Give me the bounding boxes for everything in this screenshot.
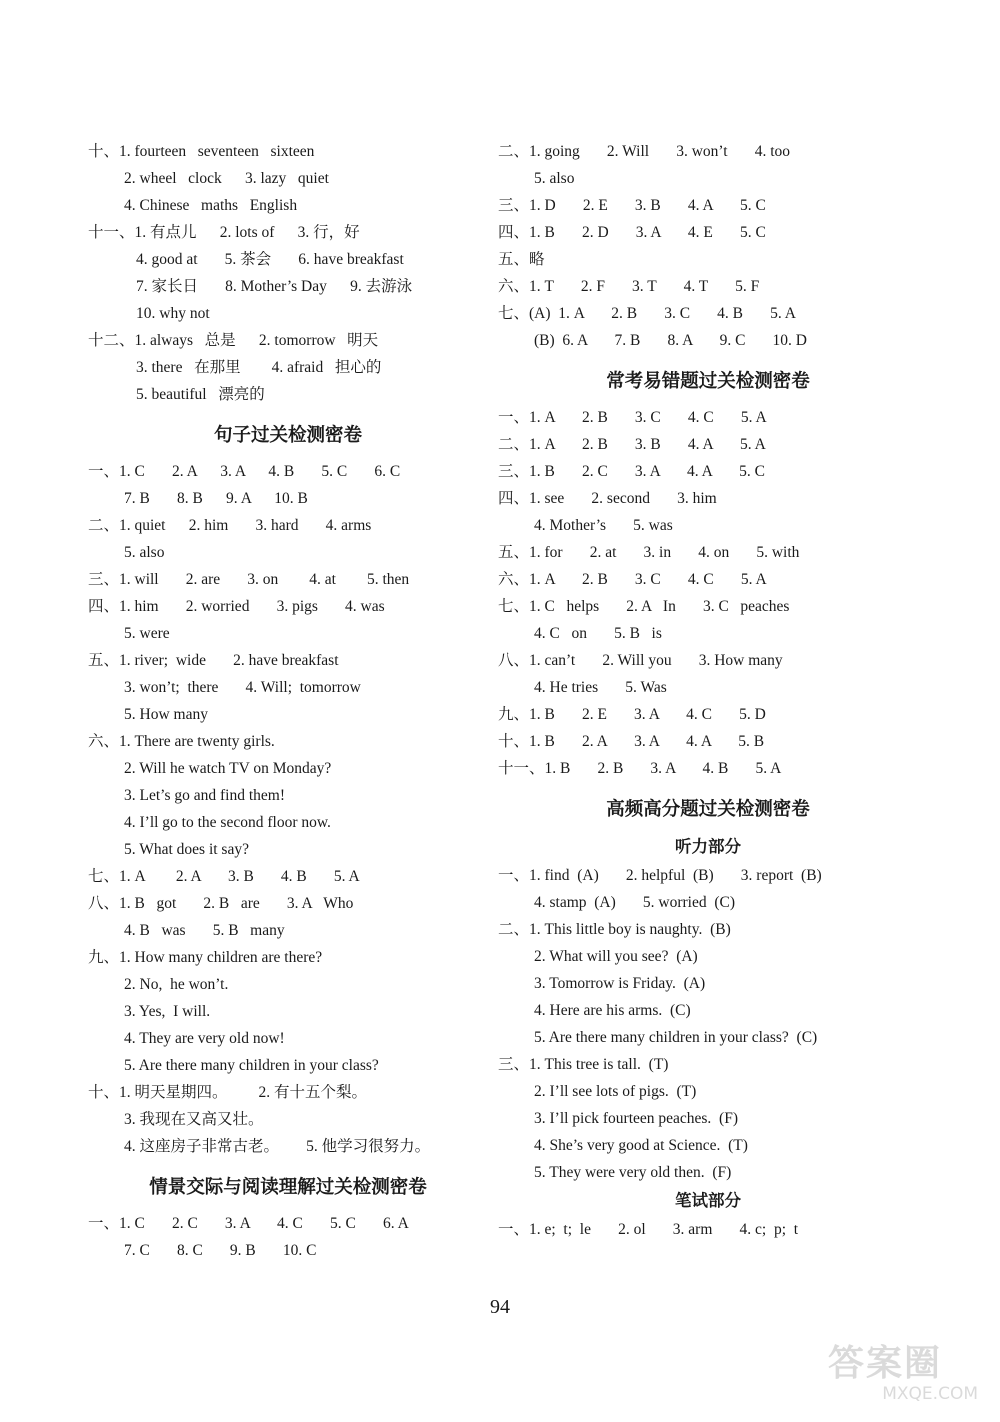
right-answer-column <box>498 138 918 1243</box>
answer-line: 三、1. D 2. E 3. B 4. A 5. C <box>498 197 766 214</box>
answer-line: 十二、1. always 总是 2. tomorrow 明天 <box>88 332 379 349</box>
answer-line: 4. B was 5. B many <box>124 922 285 939</box>
answer-line: 4. stamp (A) 5. worried (C) <box>534 894 736 911</box>
answer-line: 六、1. T 2. F 3. T 4. T 5. F <box>498 278 760 295</box>
answer-line: 4. 这座房子非常古老。 5. 他学习很努力。 <box>124 1138 431 1155</box>
answer-line: 三、1. will 2. are 3. on 4. at 5. then <box>88 571 410 588</box>
answer-line: 4. He tries 5. Was <box>534 679 667 696</box>
answer-line: 一、1. C 2. C 3. A 4. C 5. C 6. A <box>88 1215 409 1232</box>
answer-line: 十、1. B 2. A 3. A 4. A 5. B <box>498 733 765 750</box>
answer-line: 2. No, he won’t. <box>124 976 229 993</box>
answer-line: 4. good at 5. 茶会 6. have breakfast <box>136 251 404 268</box>
section-heading: 常考易错题过关检测密卷 <box>606 371 810 392</box>
answer-line: 二、1. quiet 2. him 3. hard 4. arms <box>88 517 372 534</box>
answer-line: 二、1. A 2. B 3. B 4. A 5. A <box>498 436 766 453</box>
answer-line: 5. They were very old then. (F) <box>534 1164 732 1181</box>
answer-line: 十一、1. B 2. B 3. A 4. B 5. A <box>498 760 782 777</box>
answer-line: 六、1. There are twenty girls. <box>88 733 275 750</box>
answer-line: 五、1. river; wide 2. have breakfast <box>88 652 339 669</box>
answer-line: 七、1. A 2. A 3. B 4. B 5. A <box>88 868 360 885</box>
answer-line: 四、1. him 2. worried 3. pigs 4. was <box>88 598 385 615</box>
answer-line: 一、1. C 2. A 3. A 4. B 5. C 6. C <box>88 463 401 480</box>
answer-line: 八、1. B got 2. B are 3. A Who <box>88 895 354 912</box>
answer-line: 一、1. find (A) 2. helpful (B) 3. report (B) <box>498 867 822 884</box>
answer-line: 十一、1. 有点儿 2. lots of 3. 行，好 <box>88 224 360 241</box>
page-number: 94 <box>490 1296 510 1318</box>
answer-line: 五、1. for 2. at 3. in 4. on 5. with <box>498 544 800 561</box>
answer-line: 十、1. fourteen seventeen sixteen <box>88 143 315 160</box>
answer-line: 4. They are very old now! <box>124 1030 285 1047</box>
answer-line: 七、(A) 1. A 2. B 3. C 4. B 5. A <box>498 305 796 322</box>
answer-line: 7. B 8. B 9. A 10. B <box>124 490 308 507</box>
answer-line: 三、1. B 2. C 3. A 4. A 5. C <box>498 463 765 480</box>
answer-line: 4. Mother’s 5. was <box>534 517 673 534</box>
section-heading: 高频高分题过关检测密卷 <box>606 799 810 820</box>
answer-line: 九、1. How many children are there? <box>88 949 323 966</box>
answer-line: 7. C 8. C 9. B 10. C <box>124 1242 317 1259</box>
watermark-logo-text: 答案圈 <box>828 1343 943 1384</box>
answer-line: 2. I’ll see lots of pigs. (T) <box>534 1083 697 1100</box>
answer-line: 2. What will you see? (A) <box>534 948 698 965</box>
answer-line: 10. why not <box>136 305 210 322</box>
answer-line: 4. Chinese maths English <box>124 197 298 214</box>
section-subheading: 笔试部分 <box>675 1191 741 1210</box>
answer-line: 5. also <box>124 544 165 561</box>
answer-line: 四、1. B 2. D 3. A 4. E 5. C <box>498 224 766 241</box>
answer-line: 5. beautiful 漂亮的 <box>136 386 265 403</box>
answer-line: 5. were <box>124 625 170 642</box>
answer-line: 四、1. see 2. second 3. him <box>498 490 717 507</box>
answer-line: 3. won’t; there 4. Will; tomorrow <box>124 679 361 696</box>
answer-line: 六、1. A 2. B 3. C 4. C 5. A <box>498 571 767 588</box>
answer-line: 五、略 <box>498 251 545 268</box>
answer-line: 二、1. This little boy is naughty. (B) <box>498 921 731 938</box>
answer-line: 一、1. e; t; le 2. ol 3. arm 4. c; p; t <box>498 1221 799 1238</box>
answer-line: 5. Are there many children in your class? <box>124 1057 379 1074</box>
left-answer-column <box>88 138 488 1264</box>
answer-line: 5. How many <box>124 706 208 723</box>
answer-line: 二、1. going 2. Will 3. won’t 4. too <box>498 143 791 160</box>
answer-line: 5. also <box>534 170 575 187</box>
answer-line: 2. wheel clock 3. lazy quiet <box>124 170 329 187</box>
section-heading: 情景交际与阅读理解过关检测密卷 <box>149 1177 427 1198</box>
answer-line: 4. She’s very good at Science. (T) <box>534 1137 748 1154</box>
answer-line: 一、1. A 2. B 3. C 4. C 5. A <box>498 409 767 426</box>
watermark-logo <box>828 1344 978 1414</box>
answer-line: 3. Yes, I will. <box>124 1003 211 1020</box>
section-subheading: 听力部分 <box>675 837 741 856</box>
answer-line: 七、1. C helps 2. A In 3. C peaches <box>498 598 790 615</box>
answer-line: 4. I’ll go to the second floor now. <box>124 814 331 831</box>
answer-line: 3. I’ll pick fourteen peaches. (F) <box>534 1110 739 1127</box>
watermark-site-text: MXQE.COM <box>882 1384 978 1404</box>
answer-line: 4. Here are his arms. (C) <box>534 1002 691 1019</box>
answer-line: 7. 家长日 8. Mother’s Day 9. 去游泳 <box>136 278 413 295</box>
answer-line: 5. Are there many children in your class? (C) <box>534 1029 818 1046</box>
answer-line: 九、1. B 2. E 3. A 4. C 5. D <box>498 706 766 723</box>
answer-line: 3. there 在那里 4. afraid 担心的 <box>136 359 382 376</box>
section-heading: 句子过关检测密卷 <box>213 425 362 446</box>
answer-line: 3. Tomorrow is Friday. (A) <box>534 975 706 992</box>
answer-line: 2. Will he watch TV on Monday? <box>124 760 332 777</box>
answer-line: 5. What does it say? <box>124 841 249 858</box>
answer-line: 4. C on 5. B is <box>534 625 662 642</box>
answer-line: 十、1. 明天星期四。 2. 有十五个梨。 <box>88 1084 368 1101</box>
answer-line: 三、1. This tree is tall. (T) <box>498 1056 669 1073</box>
answer-line: 3. Let’s go and find them! <box>124 787 285 804</box>
answer-line: 3. 我现在又高又壮。 <box>124 1111 264 1128</box>
answer-line: 八、1. can’t 2. Will you 3. How many <box>498 652 783 669</box>
answer-line: (B) 6. A 7. B 8. A 9. C 10. D <box>534 332 807 349</box>
